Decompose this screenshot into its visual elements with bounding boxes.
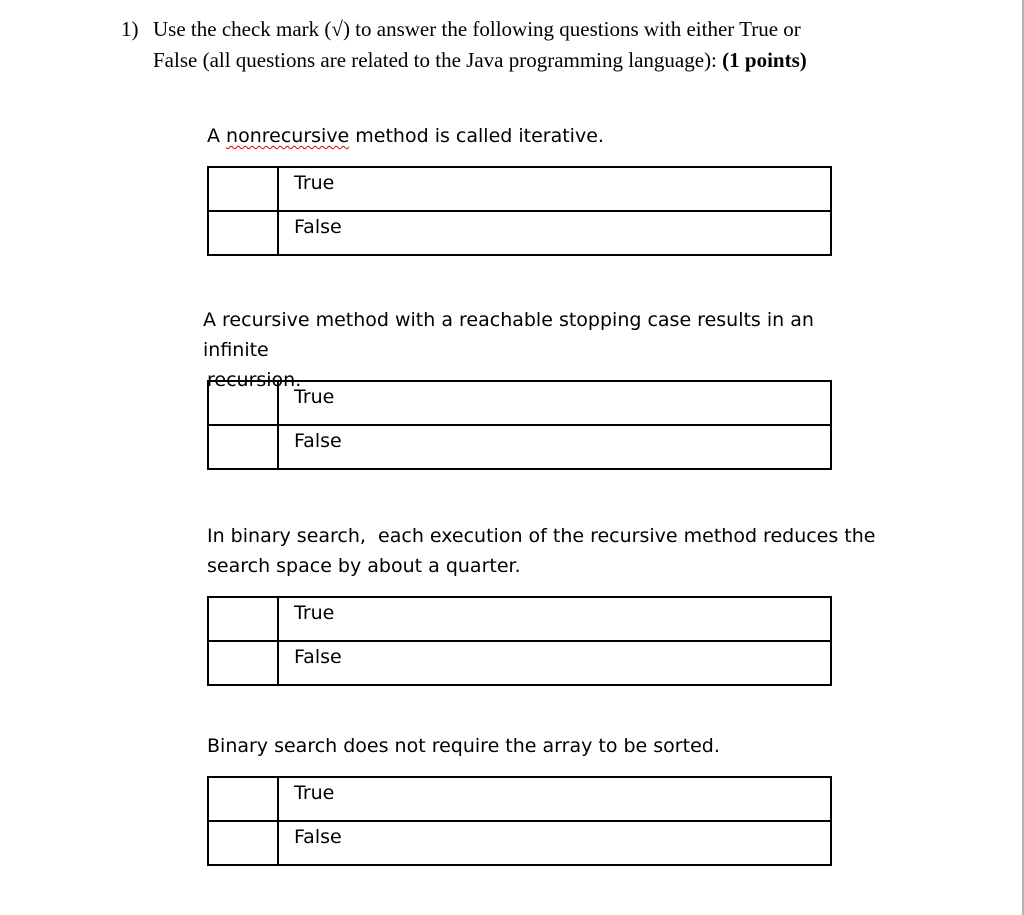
answer-label-true: True: [294, 602, 335, 624]
instructions: [121, 14, 941, 76]
answer-table: [207, 776, 832, 866]
answer-table: [207, 166, 832, 256]
check-box-true[interactable]: [208, 381, 278, 425]
question-1-text: [207, 121, 887, 151]
answer-label-cell: [278, 167, 831, 211]
check-box-false[interactable]: [208, 425, 278, 469]
answer-label-true: True: [294, 782, 335, 804]
instructions-line-2-text: False (all questions are related to the Java programming language):: [153, 48, 717, 72]
check-box-false[interactable]: [208, 821, 278, 865]
instructions-line-2: [153, 45, 941, 76]
question-1-text-suffix: method is called iterative.: [349, 125, 604, 147]
answer-table: [207, 380, 832, 470]
answer-label-false: False: [294, 216, 342, 238]
question-3-text-line-1: In binary search, each execution of the recursive method reduces the: [207, 525, 876, 547]
question-2-text-line-1: A recursive method with a reachable stopping case results in an infinite: [203, 309, 814, 361]
answer-label-cell: [278, 211, 831, 255]
check-box-false[interactable]: [208, 641, 278, 685]
answer-label-false: False: [294, 646, 342, 668]
check-box-true[interactable]: [208, 167, 278, 211]
question-3: [207, 521, 887, 668]
answer-label-cell: [278, 597, 831, 641]
check-box-true[interactable]: [208, 597, 278, 641]
answer-label-true: True: [294, 386, 335, 408]
instructions-line-1: Use the check mark (√) to answer the following questions with either True or: [153, 17, 801, 41]
answer-label-cell: [278, 641, 831, 685]
question-2-text-line-2: recursion.: [207, 369, 302, 391]
answer-label-cell: [278, 777, 831, 821]
question-4: [207, 731, 887, 848]
answer-row-false: [208, 821, 831, 865]
question-number: 1): [121, 17, 139, 41]
question-2: [203, 305, 883, 452]
spellcheck-flagged-word: nonrecursive: [226, 125, 350, 147]
answer-row-false: [208, 425, 831, 469]
answer-label-false: False: [294, 826, 342, 848]
answer-label-cell: [278, 425, 831, 469]
check-box-true[interactable]: [208, 777, 278, 821]
answer-label-false: False: [294, 430, 342, 452]
answer-row-true: [208, 381, 831, 425]
answer-label-cell: [278, 381, 831, 425]
answer-label-true: True: [294, 172, 335, 194]
answer-row-false: [208, 641, 831, 685]
question-1-text-prefix: A: [207, 125, 227, 147]
answer-row-true: [208, 597, 831, 641]
answer-row-true: [208, 167, 831, 211]
answer-table: [207, 596, 832, 686]
question-3-text: [207, 521, 887, 581]
answer-row-true: [208, 777, 831, 821]
points-label: (1 points): [722, 48, 807, 72]
answer-row-false: [208, 211, 831, 255]
question-1: [207, 121, 887, 238]
check-box-false[interactable]: [208, 211, 278, 255]
answer-label-cell: [278, 821, 831, 865]
question-3-text-line-2: search space by about a quarter.: [207, 555, 521, 577]
question-4-text: Binary search does not require the array to be sorted.: [207, 735, 720, 757]
